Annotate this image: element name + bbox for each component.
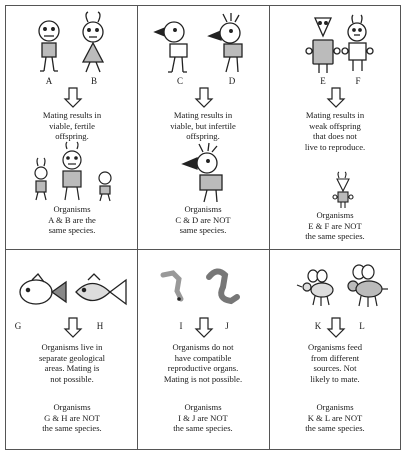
panel-i-j	[137, 249, 269, 471]
organism-g-fish-icon	[20, 274, 66, 304]
panel-e-f	[269, 6, 401, 242]
down-arrow-icon	[65, 88, 81, 107]
organism-f-figure	[342, 15, 373, 71]
conclusion-text: Organisms K & L are NOT the same species.	[305, 402, 365, 434]
organism-i-label: I	[179, 321, 183, 331]
down-arrow-icon	[328, 88, 344, 107]
panel-c-d	[137, 6, 269, 236]
result-text: Mating results in viable, fertile offspring.	[42, 110, 102, 142]
organism-g-label: G	[14, 321, 22, 331]
conclusion-text: Organisms G & H are NOT the same species.	[42, 402, 102, 434]
organism-k-label: K	[314, 321, 322, 331]
offspring-a-b-figure	[35, 142, 111, 201]
down-arrow-icon	[328, 318, 344, 337]
organism-l-label: L	[359, 321, 365, 331]
panel-a-b	[6, 6, 138, 236]
organism-j-figure	[209, 271, 237, 301]
organism-h-label: H	[96, 321, 104, 331]
conclusion-text: Organisms I & J are NOT the same species.	[173, 402, 233, 434]
species-concept-grid	[5, 5, 401, 450]
down-arrow-icon	[196, 88, 212, 107]
result-text: Organisms do not have compatible reproductive organs. Mating is not possible.	[163, 342, 243, 384]
result-text: Organisms live in separate geological areas. Mating is not possible.	[38, 342, 106, 384]
down-arrow-icon	[196, 318, 212, 337]
offspring-c-d-figure	[183, 143, 222, 202]
organism-e-figure	[306, 18, 340, 73]
organism-a-label: A	[45, 76, 53, 86]
organism-j-label: J	[225, 321, 229, 331]
panel-g-h	[6, 249, 138, 471]
organism-a-figure	[39, 21, 59, 71]
offspring-e-f-figure	[333, 172, 353, 208]
organism-l-insect-icon	[348, 265, 388, 307]
organism-c-label: C	[176, 76, 183, 86]
organism-b-label: B	[90, 76, 97, 86]
result-text: Organisms feed from different sources. Not likely to mate.	[307, 342, 363, 384]
result-text: Mating results in viable, but infertile offspring.	[170, 110, 236, 142]
panel-k-l	[269, 249, 401, 471]
organism-f-label: F	[355, 76, 361, 86]
organism-d-figure	[209, 13, 242, 72]
organism-b-figure	[83, 12, 103, 72]
conclusion-text: Organisms C & D are NOT same species.	[175, 204, 231, 236]
down-arrow-icon	[65, 318, 81, 337]
conclusion-text: Organisms E & F are NOT the same species.	[305, 210, 365, 242]
organism-h-fish-icon	[76, 274, 126, 304]
organism-k-insect-icon	[297, 270, 333, 306]
result-text: Mating results in weak offspring that does not live to reproduce.	[304, 110, 366, 152]
organism-d-label: D	[228, 76, 236, 86]
organism-i-figure	[163, 273, 181, 301]
organism-c-figure	[155, 22, 187, 72]
conclusion-text: Organisms A & B are the same species.	[48, 204, 96, 236]
organism-e-label: E	[320, 76, 326, 86]
